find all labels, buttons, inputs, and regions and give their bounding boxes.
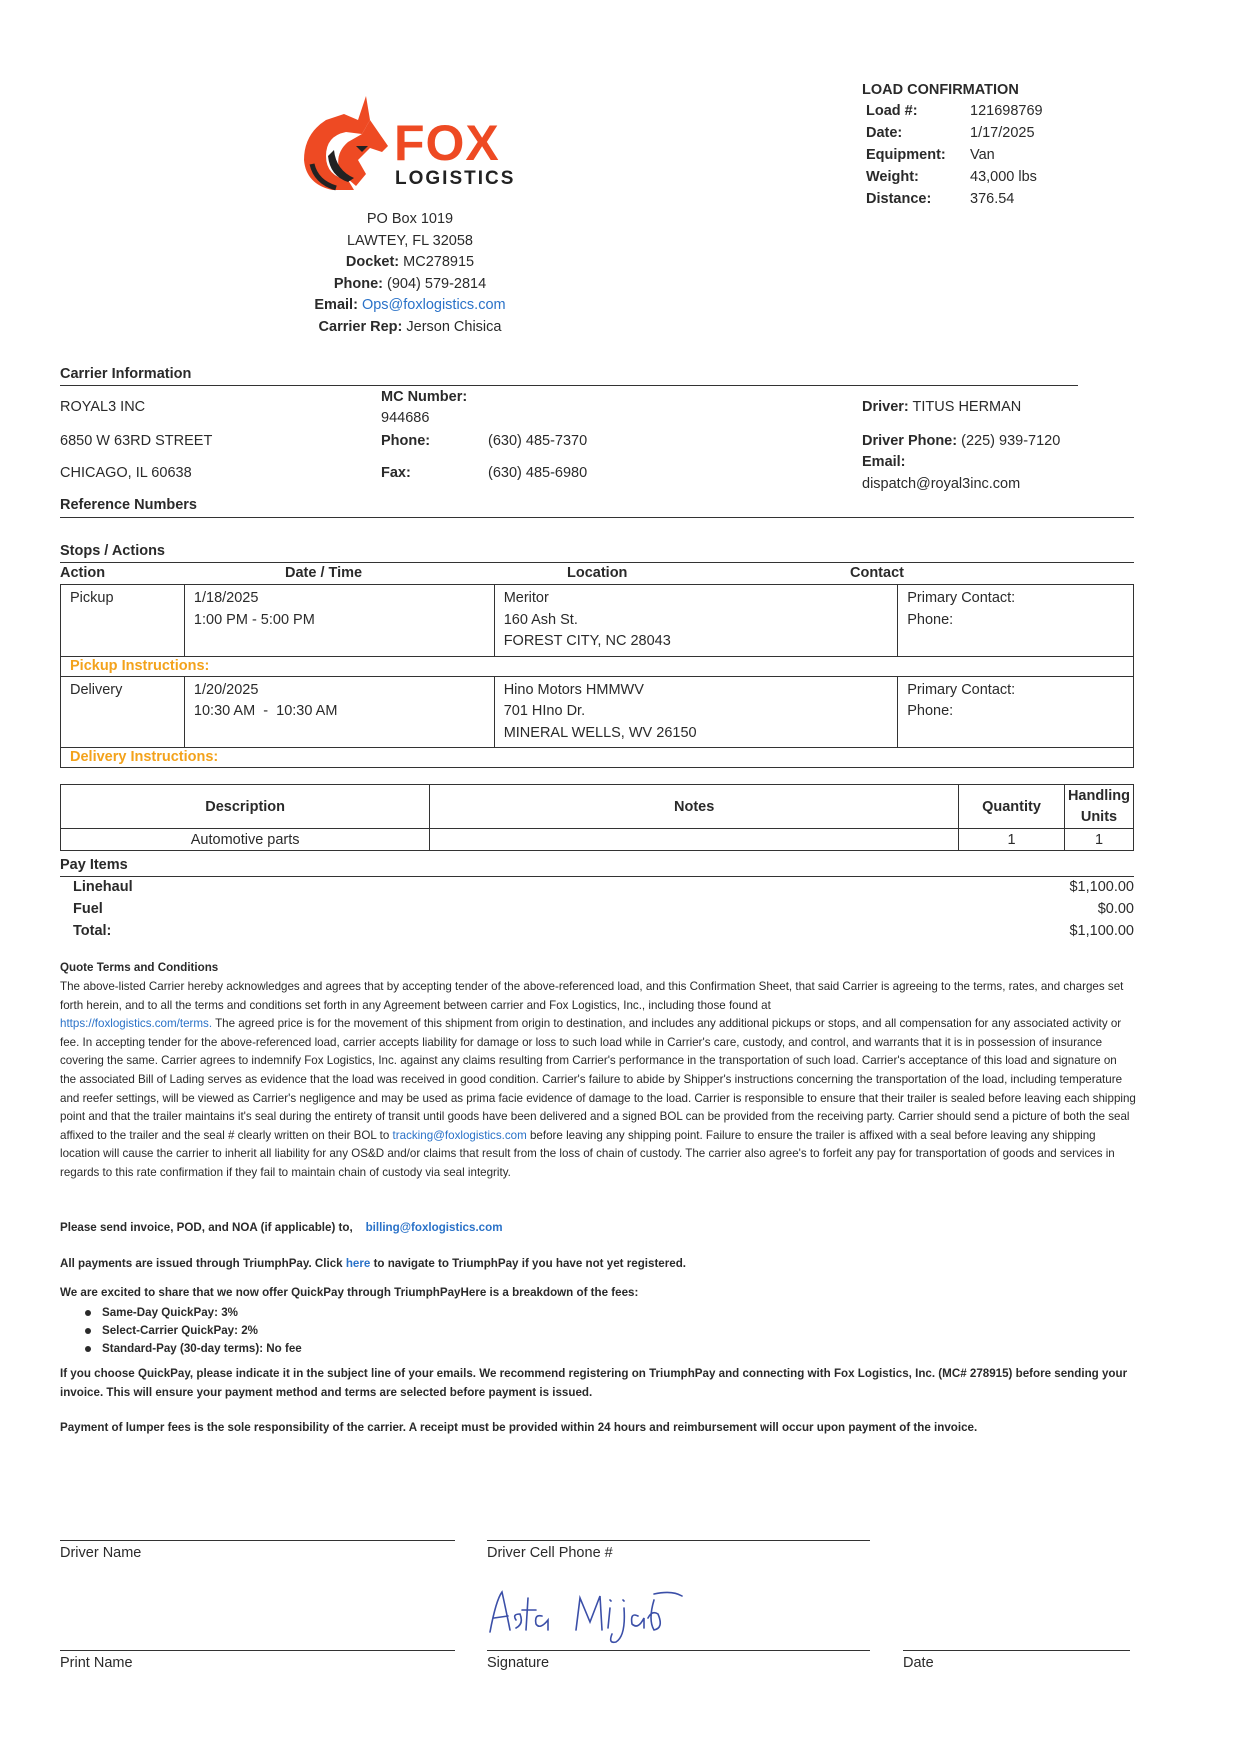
linehaul-value: $1,100.00 [1069,879,1134,895]
carrier-email-value: dispatch@royal3inc.com [862,476,1021,492]
lc-row-weight: Weight: 43,000 lbs [866,169,1037,185]
lc-row-load: Load #: 121698769 [866,103,1043,119]
items-header-handling: Handling Units [1064,785,1133,829]
mc-label: MC Number: [381,389,468,405]
pickup-action: Pickup [61,585,185,657]
mc-value: 944686 [381,410,430,426]
signature-line [487,1650,870,1651]
address-line1: PO Box 1019 [366,211,454,227]
stops-divider [60,562,1134,563]
fee-item: Same-Day QuickPay: 3% [78,1304,302,1322]
item-row [61,829,1134,851]
pay-divider [60,876,1134,877]
phone-line: Phone: (904) 579-2814 [333,275,487,292]
delivery-contact: Primary Contact: Phone: [898,676,1134,748]
delivery-instructions: Delivery Instructions: [61,748,1134,768]
item-handling: 1 [1064,829,1133,851]
address-line2: LAWTEY, FL 32058 [346,232,473,249]
billing-email-link[interactable]: billing@foxlogistics.com [365,1221,503,1234]
lc-row-date: Date: 1/17/2025 [866,125,1035,141]
carrier-divider [60,385,1078,386]
stops-header-location: Location [567,565,628,581]
delivery-location: Hino Motors HMMWV 701 HIno Dr. MINERAL WELLS, WV 26150 [494,676,898,748]
items-header-description: Description [61,785,430,829]
items-table [60,784,1134,851]
items-header-quantity: Quantity [959,785,1065,829]
items-header-notes: Notes [430,785,959,829]
total-label: Total: [73,923,112,939]
lumper-note: Payment of lumper fees is the sole responsibility of the carrier. A receipt must be provided within 24 hours and reimbursement will occur upon payment of the invoice. [60,1421,978,1434]
stops-header-contact: Contact [850,565,904,581]
ops-email-link[interactable]: Ops@foxlogistics.com [361,297,506,314]
stops-header-action: Action [60,565,106,581]
terms-body: The above-listed Carrier hereby acknowledges and agrees that by accepting tender of the above-referenced load, and this Confirmation Sheet, that said Carrier is agreeing to the terms, rates, and charges set forth herein, and to all the terms and conditions set forth in any Agreement between carrier and Fox Logistics, Inc., including those found at https://foxlogistics.com/terms. The agreed price is for the movement of this shipment from origin to destination, and includes any additional pickups or stops, and all compensation for any associated activity or fee. In accepting tender for the above-referenced load, carrier accepts liability for damage or loss to such load while in Carrier's care, custody, and control, and warrants that it is in possession of insurance covering the same. Carrier agrees to indemnify Fox Logistics, Inc. against any claims resulting from Carrier's performance in the transportation of such load. Carrier's acceptance of this load and signature on the associated Bill of Lading serves as evidence that the load was received in good condition. Carrier's failure to abide by Shipper's instructions concerning the transportation of the load, including temperature and reefer settings, will be viewed as Carrier's negligence and may be used as prima facie evidence of damage to the load. Carrier is responsible to ensure that their trailer is sealed before leaving each shipping point and that the trailer maintains it's seal during the entirety of transit until goods have been delivered and a signed BOL can be provided from the receiving party. Carrier should send a picture of both the seal affixed to the trailer and the seal # clearly written on their BOL to tracking@foxlogistics.com before leaving any shipping point. Failure to ensure the trailer is affixed with a seal before leaving any shipping location will cause the carrier to inherit all liability for any OS&D and/or claims that result from the loss of chain of custody. The carrier also agree's to forfeit any pay for transportation of goods and services in regards to this rate confirmation if they fail to maintain chain of custody via seal integrity. [60,980,1136,1179]
fox-head-icon [296,90,396,200]
reference-divider [60,517,1134,518]
total-value: $1,100.00 [1069,923,1134,939]
lc-row-distance: Distance: 376.54 [866,191,1015,207]
quickpay-note: If you choose QuickPay, please indicate it in the subject line of your emails. We recommend registering on TriumphPay and connecting with Fox Logistics, Inc. (MC# 278915) before sending your invoice. This will ensure your payment method and terms are selected before payment is issued. [60,1367,1128,1399]
carrier-street: 6850 W 63RD STREET [60,433,213,449]
triumphpay-note: All payments are issued through TriumphPay. Click here to navigate to TriumphPay if you have not yet registered. [60,1257,687,1270]
reference-title: Reference Numbers [60,497,197,513]
driver-name-line [60,1540,455,1541]
pickup-instructions: Pickup Instructions: [61,656,1134,676]
delivery-row [61,676,1134,748]
fee-item: Standard-Pay (30-day terms): No fee [78,1340,302,1358]
fuel-value: $0.00 [1097,901,1134,917]
item-description: Automotive parts [61,829,430,851]
carrier-rep-line: Carrier Rep: Jerson Chisica [318,318,502,335]
stops-table [60,584,1134,768]
company-logo [296,90,526,200]
docket-line: Docket: MC278915 [345,254,475,271]
delivery-datetime: 1/20/2025 10:30 AM - 10:30 AM [184,676,494,748]
driver-cell-label: Driver Cell Phone # [487,1545,613,1561]
terms-title: Quote Terms and Conditions [60,961,219,974]
fuel-label: Fuel [73,901,103,917]
quickpay-intro: We are excited to share that we now offer QuickPay through TriumphPayHere is a breakdown of the fees: [60,1286,639,1299]
delivery-instructions-row [61,748,1134,768]
carrier-city: CHICAGO, IL 60638 [60,465,192,481]
items-header-row [61,785,1134,829]
logo-wordmark: FOX [394,115,500,171]
pickup-row [61,585,1134,657]
carrier-fax-label: Fax: [381,465,411,481]
pickup-contact: Primary Contact: Phone: [898,585,1134,657]
carrier-phone-label: Phone: [381,433,431,449]
carrier-phone-value: (630) 485-7370 [488,433,588,449]
carrier-email-label: Email: [862,454,906,470]
pickup-datetime: 1/18/2025 1:00 PM - 5:00 PM [184,585,494,657]
pickup-instructions-row [61,656,1134,676]
pay-title: Pay Items [60,857,128,873]
date-line [903,1650,1130,1651]
carrier-section-title: Carrier Information [60,366,192,382]
item-quantity: 1 [959,829,1065,851]
invoice-instruction: Please send invoice, POD, and NOA (if applicable) to, billing@foxlogistics.com [60,1221,503,1234]
driver-name-label: Driver Name [60,1545,142,1561]
driver-line: Driver: TITUS HERMAN [862,399,1022,415]
print-name-line [60,1650,455,1651]
company-address [260,209,560,339]
driver-cell-line [487,1540,870,1541]
carrier-name: ROYAL3 INC [60,399,146,415]
fee-list [78,1304,302,1358]
load-confirmation-title: LOAD CONFIRMATION [862,82,1019,98]
terms-link[interactable]: https://foxlogistics.com/terms. [60,1017,213,1031]
signature-label: Signature [487,1655,550,1671]
stops-title: Stops / Actions [60,543,165,559]
load-confirmation-block [862,82,1162,210]
fee-item: Select-Carrier QuickPay: 2% [78,1322,302,1340]
tracking-email-link[interactable]: tracking@foxlogistics.com [392,1128,527,1142]
print-name-label: Print Name [60,1655,133,1671]
item-notes [430,829,959,851]
linehaul-label: Linehaul [73,879,133,895]
carrier-fax-value: (630) 485-6980 [488,465,588,481]
email-line: Email: Ops@foxlogistics.com [314,297,506,314]
stops-header-datetime: Date / Time [285,565,363,581]
pickup-location: Meritor 160 Ash St. FOREST CITY, NC 28043 [494,585,898,657]
triumphpay-here-link[interactable]: here [345,1257,371,1270]
date-label: Date [903,1655,934,1671]
driver-phone-line: Driver Phone: (225) 939-7120 [862,433,1061,449]
handwritten-signature [482,1580,722,1650]
logo-subtitle: LOGISTICS [395,168,516,189]
delivery-action: Delivery [61,676,185,748]
lc-row-equipment: Equipment: Van [866,147,995,163]
